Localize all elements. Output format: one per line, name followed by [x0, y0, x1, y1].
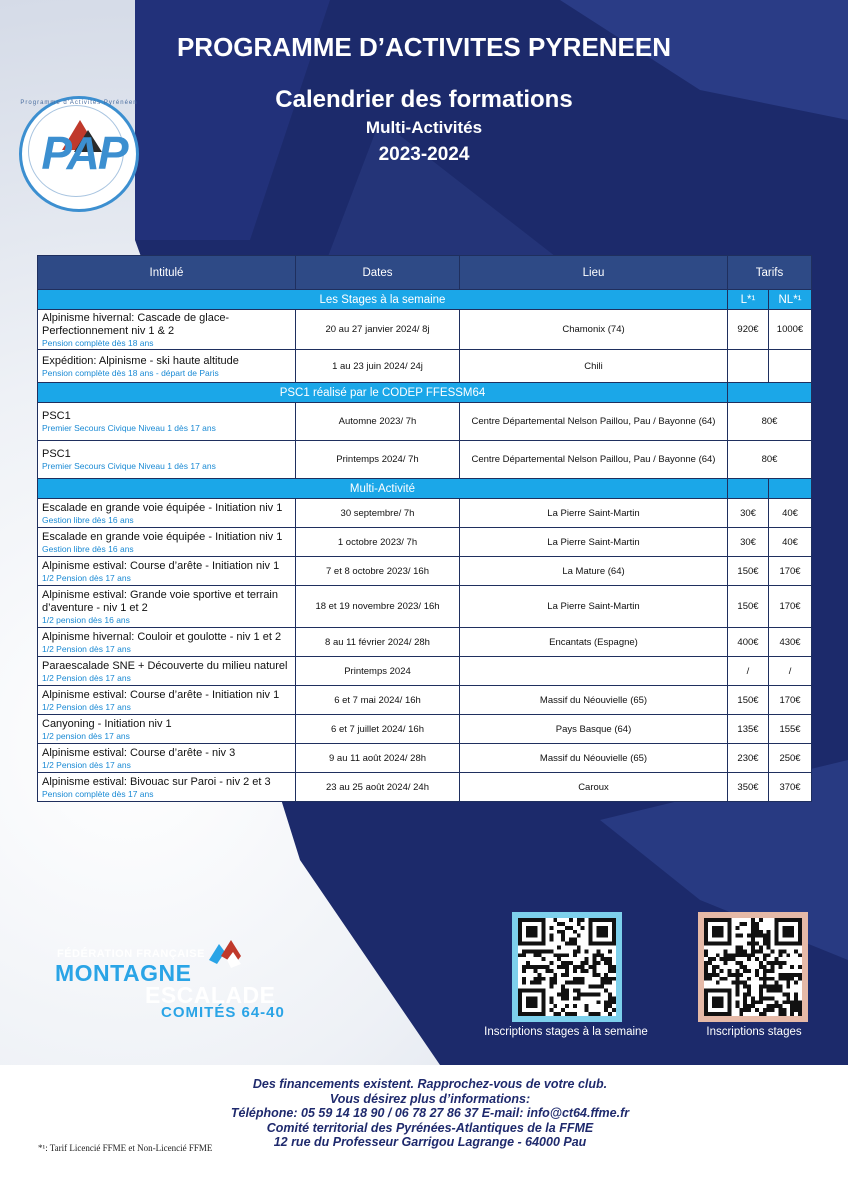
row-title-cell	[38, 310, 296, 350]
pap-logo-letters: PAP	[41, 127, 127, 179]
row-place: Chili	[460, 350, 728, 383]
row-dates: 20 au 27 janvier 2024/ 8j	[296, 310, 460, 350]
row-subtitle: 1/2 Pension dès 17 ans	[42, 572, 131, 583]
qr-code-courses[interactable]	[698, 912, 808, 1022]
row-place	[460, 657, 728, 686]
row-price-l: 150€	[728, 586, 769, 628]
row-dates: 6 et 7 juillet 2024/ 16h	[296, 715, 460, 744]
row-title: Expédition: Alpinisme - ski haute altitude	[42, 354, 239, 367]
row-title-cell	[38, 557, 296, 586]
category: Multi-Activités	[365, 118, 483, 137]
row-title-cell	[38, 499, 296, 528]
row-title: Alpinisme estival: Bivouac sur Paroi - niv 2 et 3	[42, 775, 271, 788]
footer-line3: Téléphone: 05 59 14 18 90 / 06 78 27 86 37 E-mail: info@ct64.ffme.fr	[230, 1106, 630, 1120]
row-price-l: 230€	[728, 744, 769, 773]
row-price: 80€	[728, 403, 812, 441]
table-row	[38, 686, 812, 715]
col-header-dates: Dates	[296, 256, 460, 290]
row-price-nl: 250€	[769, 744, 812, 773]
table-row	[38, 310, 812, 350]
row-subtitle: 1/2 Pension dès 17 ans	[42, 759, 131, 770]
row-dates: 1 au 23 juin 2024/ 24j	[296, 350, 460, 383]
main-title: PROGRAMME D’ACTIVITES PYRENEEN	[176, 32, 672, 62]
contact-footer	[150, 1077, 710, 1150]
row-dates: 9 au 11 août 2024/ 28h	[296, 744, 460, 773]
col-header-prices: Tarifs	[728, 256, 812, 290]
row-title: Canyoning - Initiation niv 1	[42, 717, 172, 730]
season: 2023-2024	[378, 144, 470, 165]
section-row	[38, 479, 812, 499]
row-dates: 23 au 25 août 2024/ 24h	[296, 773, 460, 802]
qr-label-courses: Inscriptions stages	[706, 1026, 802, 1038]
row-place: Chamonix (74)	[460, 310, 728, 350]
footer-line1: Des financements existent. Rapprochez-vous de votre club.	[252, 1077, 608, 1091]
qr-code-courses-pattern	[704, 918, 802, 1016]
col-header-place: Lieu	[460, 256, 728, 290]
footer-line4: Comité territorial des Pyrénées-Atlantiques de la FFME	[266, 1120, 594, 1135]
row-title-cell	[38, 403, 296, 441]
row-place: Pays Basque (64)	[460, 715, 728, 744]
row-title: Escalade en grande voie équipée - Initiation niv 1	[42, 530, 283, 543]
section-label: Multi-Activité	[38, 479, 728, 499]
price-nl-label: NL*¹	[769, 290, 812, 310]
row-subtitle: Pension complète dès 17 ans	[42, 788, 154, 799]
row-title-cell	[38, 350, 296, 383]
row-price-nl: 430€	[769, 628, 812, 657]
ffme-line3: ESCALADE	[145, 982, 276, 1008]
table-row	[38, 628, 812, 657]
row-title: PSC1	[42, 448, 71, 460]
row-price-nl: /	[769, 657, 812, 686]
ffme-line1: FÉDÉRATION FRANÇAISE	[57, 948, 205, 960]
row-place: La Mature (64)	[460, 557, 728, 586]
row-subtitle: Gestion libre dès 16 ans	[42, 543, 134, 554]
row-price-l: 150€	[728, 557, 769, 586]
row-subtitle: 1/2 Pension dès 17 ans	[42, 643, 131, 654]
row-title-cell	[38, 657, 296, 686]
row-price: 80€	[728, 441, 812, 479]
table-row	[38, 773, 812, 802]
row-price-nl: 170€	[769, 586, 812, 628]
row-title: Alpinisme estival: Course d’arête - Initiation niv 1	[42, 559, 280, 572]
row-dates: 18 et 19 novembre 2023/ 16h	[296, 586, 460, 628]
section-price-blank	[769, 479, 812, 499]
row-place: La Pierre Saint-Martin	[460, 499, 728, 528]
row-subtitle: Gestion libre dès 16 ans	[42, 514, 134, 525]
row-subtitle: 1/2 Pension dès 17 ans	[42, 701, 131, 712]
row-place: Encantats (Espagne)	[460, 628, 728, 657]
row-place: Massif du Néouvielle (65)	[460, 744, 728, 773]
row-price-l	[728, 350, 769, 383]
row-price-nl: 40€	[769, 499, 812, 528]
row-dates: 8 au 11 février 2024/ 28h	[296, 628, 460, 657]
row-subtitle: 1/2 pension dès 16 ans	[42, 614, 130, 625]
row-title: Alpinisme estival: Course d’arête - niv 3	[42, 746, 236, 759]
ffme-line2: MONTAGNE	[55, 960, 192, 986]
col-header-title: Intitulé	[38, 256, 296, 290]
row-price-nl: 170€	[769, 686, 812, 715]
row-price-nl	[769, 350, 812, 383]
table-row	[38, 441, 812, 479]
row-subtitle: 1/2 pension dès 17 ans	[42, 730, 130, 741]
row-price-nl: 1000€	[769, 310, 812, 350]
row-dates: 1 octobre 2023/ 7h	[296, 528, 460, 557]
row-price-l: 920€	[728, 310, 769, 350]
row-title-cell	[38, 744, 296, 773]
section-price-blank	[728, 479, 769, 499]
pap-logo	[14, 96, 154, 214]
row-price-l: 30€	[728, 499, 769, 528]
table-row	[38, 715, 812, 744]
qr-code-weekly-pattern	[518, 918, 616, 1016]
row-price-l: 30€	[728, 528, 769, 557]
row-price-nl: 170€	[769, 557, 812, 586]
row-dates: Printemps 2024/ 7h	[296, 441, 460, 479]
table-row	[38, 350, 812, 383]
row-title: Alpinisme hivernal: Couloir et goulotte - niv 1 et 2	[42, 630, 282, 643]
row-subtitle: Premier Secours Civique Niveau 1 dès 17 ans	[42, 423, 216, 433]
table-row	[38, 586, 812, 628]
table-row	[38, 403, 812, 441]
row-price-nl: 155€	[769, 715, 812, 744]
row-subtitle: Pension complète dès 18 ans - départ de Paris	[42, 367, 219, 378]
row-place: Centre Départemental Nelson Paillou, Pau / Bayonne (64)	[460, 441, 728, 479]
row-title: Paraescalade SNE + Découverte du milieu naturel	[42, 659, 288, 672]
section-label: Les Stages à la semaine	[38, 290, 728, 310]
row-subtitle: 1/2 Pension dès 17 ans	[42, 672, 131, 683]
row-title-cell	[38, 773, 296, 802]
row-place: Centre Départemental Nelson Paillou, Pau / Bayonne (64)	[460, 403, 728, 441]
row-title: Alpinisme estival: Course d’arête - Initiation niv 1	[42, 688, 280, 701]
ffme-line4: COMITÉS 64-40	[161, 1004, 285, 1021]
footnote: *¹: Tarif Licencié FFME et Non-Licencié FFME	[38, 1143, 213, 1153]
training-calendar-table	[37, 255, 812, 802]
row-price-nl: 370€	[769, 773, 812, 802]
pap-logo-ring-text: Programme d'Activités Pyrénéen	[20, 100, 138, 106]
row-place: Caroux	[460, 773, 728, 802]
table-row	[38, 528, 812, 557]
row-title-cell	[38, 628, 296, 657]
section-row	[38, 290, 812, 310]
row-dates: 30 septembre/ 7h	[296, 499, 460, 528]
row-title-cell	[38, 441, 296, 479]
row-place: La Pierre Saint-Martin	[460, 586, 728, 628]
section-row	[38, 383, 812, 403]
qr-label-weekly: Inscriptions stages à la semaine	[484, 1026, 648, 1038]
row-title-cell	[38, 715, 296, 744]
section-label: PSC1 réalisé par le CODEP FFESSM64	[38, 383, 728, 403]
table-row	[38, 744, 812, 773]
row-price-l: 400€	[728, 628, 769, 657]
row-price-nl: 40€	[769, 528, 812, 557]
footer-line5: 12 rue du Professeur Garrigou Lagrange - 64000 Pau	[273, 1135, 587, 1149]
row-dates: Printemps 2024	[296, 657, 460, 686]
row-subtitle: Premier Secours Civique Niveau 1 dès 17 ans	[42, 461, 216, 471]
row-title: Escalade en grande voie équipée - Initiation niv 1	[42, 501, 283, 514]
row-price-l: 150€	[728, 686, 769, 715]
section-price-blank	[728, 383, 812, 403]
row-title: Alpinisme hivernal: Cascade de glace- Perfectionnement niv 1 & 2	[42, 311, 230, 337]
row-price-l: /	[728, 657, 769, 686]
table-row	[38, 557, 812, 586]
row-price-l: 135€	[728, 715, 769, 744]
row-dates: 7 et 8 octobre 2023/ 16h	[296, 557, 460, 586]
row-title-cell	[38, 686, 296, 715]
subtitle: Calendrier des formations	[275, 86, 573, 113]
row-title-cell	[38, 528, 296, 557]
row-title: PSC1	[42, 410, 71, 422]
table-row	[38, 499, 812, 528]
qr-code-weekly[interactable]	[512, 912, 622, 1022]
row-title: Alpinisme estival: Grande voie sportive et terrain d’aventure - niv 1 et 2	[42, 588, 278, 614]
price-l-label: L*¹	[728, 290, 769, 310]
row-place: Massif du Néouvielle (65)	[460, 686, 728, 715]
ffme-mountain-icon	[205, 934, 245, 974]
row-place: La Pierre Saint-Martin	[460, 528, 728, 557]
ffme-logo	[55, 930, 295, 1025]
table-row	[38, 657, 812, 686]
row-subtitle: Pension complète dès 18 ans	[42, 337, 154, 348]
row-price-l: 350€	[728, 773, 769, 802]
footer-line2: Vous désirez plus d’informations:	[329, 1091, 531, 1106]
row-dates: 6 et 7 mai 2024/ 16h	[296, 686, 460, 715]
row-dates: Automne 2023/ 7h	[296, 403, 460, 441]
row-title-cell	[38, 586, 296, 628]
